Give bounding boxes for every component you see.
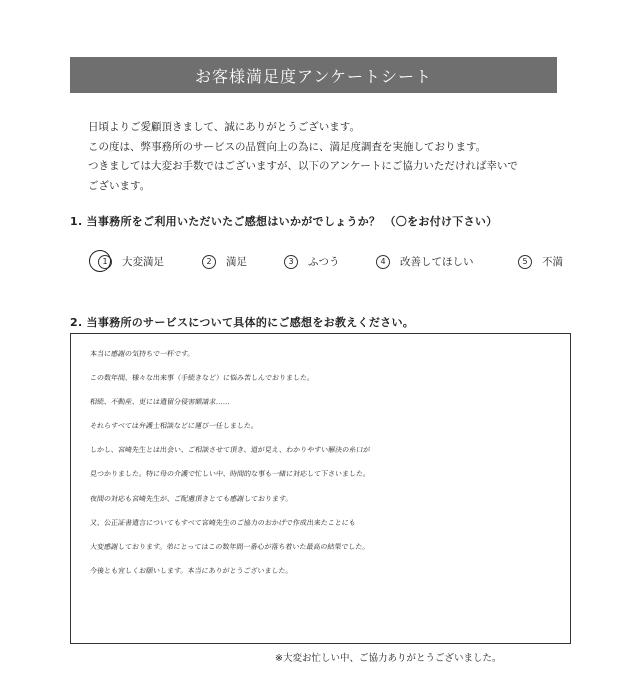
- choice-label: 満足: [226, 256, 247, 268]
- choice-number: 3: [284, 255, 298, 269]
- choice-label: ふつう: [308, 256, 340, 268]
- footer-note: ※大変お忙しい中、ご協力ありがとうございました。: [275, 653, 502, 664]
- choice-neutral[interactable]: [284, 254, 340, 269]
- handwritten-comment: [90, 342, 560, 583]
- choice-number: 1: [98, 255, 112, 269]
- intro-line: 日頃よりご愛顧頂きまして、誠にありがとうございます。: [88, 121, 360, 133]
- choice-number: 2: [202, 255, 216, 269]
- comment-answer-box[interactable]: [70, 333, 571, 644]
- handwritten-line: 見つかりました。特に母の介護で忙しい中、時間的な事も一緒に対応して下さいました。: [89, 470, 371, 479]
- handwritten-line: 大変感謝しております。弟にとってはこの数年間一番心が落ち着いた最高の結果でした。: [89, 542, 370, 551]
- page-title-text: お客様満足度アンケートシート: [194, 66, 433, 86]
- intro-line: つきましては大変お手数ではございますが、以下のアンケートにご協力いただければ幸いで: [88, 160, 518, 172]
- choice-label: 大変満足: [122, 256, 164, 268]
- choice-number: 5: [518, 255, 532, 269]
- choice-needs-improvement[interactable]: [376, 254, 474, 269]
- page-title: [70, 57, 557, 93]
- question-2-heading: 2. 当事務所のサービスについて具体的にご感想をお教えください。: [70, 316, 415, 329]
- handwritten-line: この数年間、様々な出来事（手続きなど）に悩み苦しんでおりました。: [89, 374, 315, 383]
- intro-line: この度は、弊事務所のサービスの品質向上の為に、満足度調査を実施しております。: [88, 140, 487, 153]
- choice-satisfied[interactable]: [202, 254, 247, 269]
- intro-line: ございます。: [88, 179, 151, 192]
- handwritten-line: それらすべては弁護士相談などに運び一任しました。: [89, 422, 259, 431]
- handwritten-line: 今後とも宜しくお願いします。本当にありがとうございました。: [89, 566, 293, 575]
- question-1-choices: [92, 254, 572, 272]
- intro-text: [88, 118, 518, 196]
- choice-dissatisfied[interactable]: [518, 254, 563, 269]
- handwritten-line: しかし、宮崎先生とは出会い、ご相談させて頂き、道が見え、わかりやすい解決の糸口が: [89, 446, 371, 455]
- handwritten-line: 相続、不動産、更には遺留分侵害額請求……: [89, 398, 231, 407]
- handwritten-line: 本当に感謝の気持ちで一杯です。: [89, 350, 195, 358]
- question-1-heading: 1. 当事務所をご利用いただいたご感想はいかがでしょうか？ （〇をお付け下さい）: [70, 215, 498, 228]
- choice-label: 改善してほしい: [400, 256, 474, 268]
- handwritten-line: 又、公正証書遺言についてもすべて宮崎先生のご協力のおかげで作成出来たことにも: [89, 518, 357, 527]
- handwritten-line: 夜間の対応も宮崎先生が、ご配慮頂きとても感謝しております。: [89, 494, 293, 503]
- choice-label: 不満: [542, 256, 563, 268]
- choice-number: 4: [376, 255, 390, 269]
